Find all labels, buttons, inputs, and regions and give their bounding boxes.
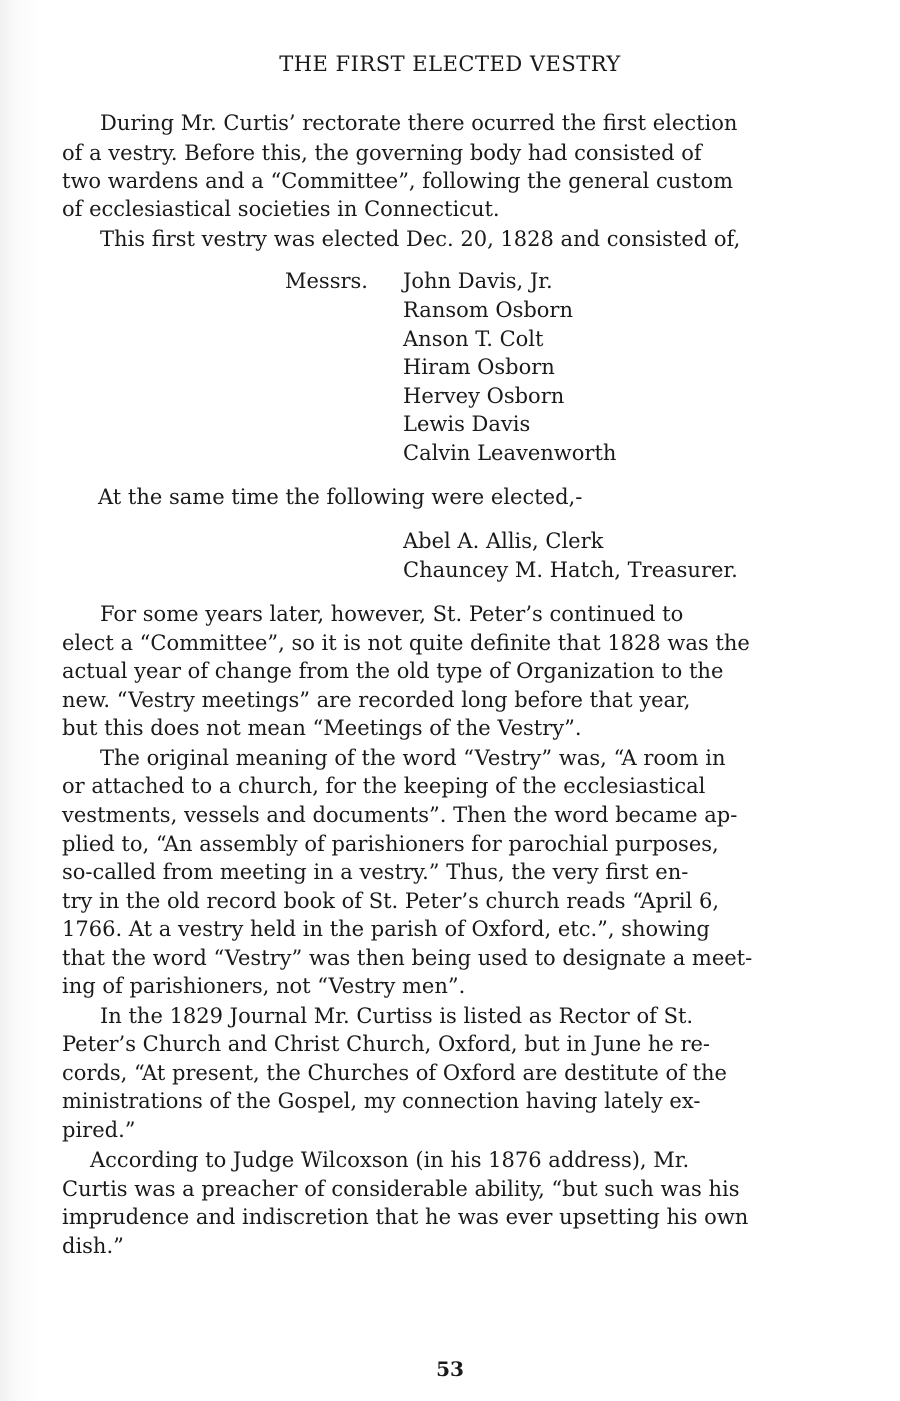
intro-line-2: of a vestry. Before this, the governing body had consisted of — [62, 141, 702, 165]
body-line: try in the old record book of St. Peter’s church reads “April 6, — [62, 889, 720, 913]
body-line: new. “Vestry meetings” are recorded long before that year, — [62, 688, 691, 712]
body-line: In the 1829 Journal Mr. Curtiss is listed as Rector of St. — [100, 1004, 694, 1028]
body-line: Peter’s Church and Christ Church, Oxford, but in June he re- — [62, 1032, 711, 1056]
page-title: THE FIRST ELECTED VESTRY — [279, 52, 621, 76]
body-line: ministrations of the Gospel, my connection having lately ex- — [62, 1089, 701, 1113]
body-line: For some years later, however, St. Peter’s continued to — [100, 602, 684, 626]
body-line: According to Judge Wilcoxson (in his 1876 address), Mr. — [90, 1148, 690, 1172]
body-line: The original meaning of the word “Vestry” was, “A room in — [100, 746, 726, 770]
body-line: actual year of change from the old type of Organization to the — [62, 659, 724, 683]
intro-line-3: two wardens and a “Committee”, following the general custom — [62, 169, 734, 193]
body-line: plied to, “An assembly of parishioners for parochial purposes, — [62, 832, 719, 856]
officer-line: Chauncey M. Hatch, Treasurer. — [403, 558, 738, 582]
vestry-name: Anson T. Colt — [403, 327, 544, 351]
vestry-name: Hervey Osborn — [403, 384, 565, 408]
body-line: 1766. At a vestry held in the parish of Oxford, etc.”, showing — [62, 917, 710, 941]
vestry-name: Lewis Davis — [403, 412, 531, 436]
page-gutter-shadow — [0, 0, 40, 1401]
vestry-name: Hiram Osborn — [403, 355, 555, 379]
officers-intro: At the same time the following were elected,- — [98, 485, 583, 509]
body-line: elect a “Committee”, so it is not quite definite that 1828 was the — [62, 631, 750, 655]
body-line: so-called from meeting in a vestry.” Thus, the very first en- — [62, 860, 689, 884]
intro-line-1: During Mr. Curtis’ rectorate there ocurred the first election — [100, 111, 738, 135]
body-line: ing of parishioners, not “Vestry men”. — [62, 974, 466, 998]
officer-line: Abel A. Allis, Clerk — [403, 529, 604, 553]
body-line: but this does not mean “Meetings of the Vestry”. — [62, 716, 582, 740]
body-line: that the word “Vestry” was then being used to designate a meet- — [62, 946, 753, 970]
vestry-name: Calvin Leavenworth — [403, 441, 617, 465]
page-number: 53 — [436, 1357, 464, 1381]
body-line: Curtis was a preacher of considerable ability, “but such was his — [62, 1177, 740, 1201]
body-line: imprudence and indiscretion that he was ever upsetting his own — [62, 1205, 749, 1229]
body-line: or attached to a church, for the keeping of the ecclesiastical — [62, 774, 706, 798]
intro-line-5: This first vestry was elected Dec. 20, 1828 and consisted of, — [100, 227, 741, 251]
vestry-name: Ransom Osborn — [403, 298, 573, 322]
vestry-name: John Davis, Jr. — [403, 269, 553, 293]
body-line: dish.” — [62, 1234, 124, 1258]
body-line: pired.” — [62, 1118, 136, 1142]
vestry-label: Messrs. — [285, 269, 368, 293]
intro-line-4: of ecclesiastical societies in Connecticut. — [62, 197, 500, 221]
body-line: cords, “At present, the Churches of Oxford are destitute of the — [62, 1061, 727, 1085]
body-line: vestments, vessels and documents”. Then the word became ap- — [62, 803, 738, 827]
